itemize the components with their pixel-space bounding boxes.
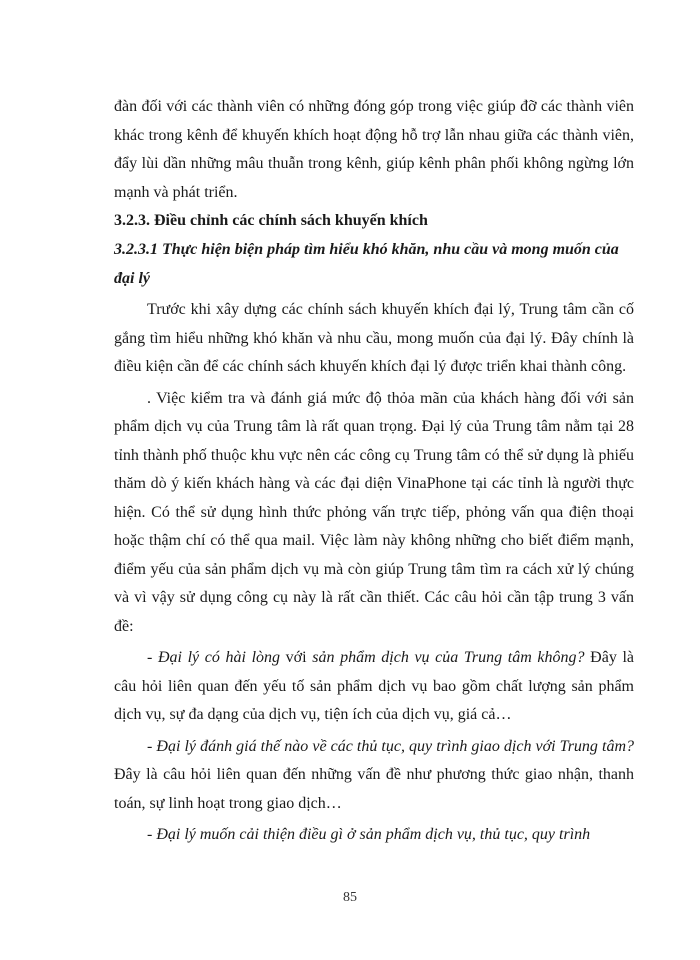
page-content — [114, 93, 634, 850]
question-1 — [114, 644, 634, 730]
question-3-text: - Đại lý muốn cải thiện điều gì ở sản phẩm dịch vụ, thủ tục, quy trình — [147, 826, 591, 843]
question-1-text-a: - Đại lý có hài lòng — [147, 649, 286, 666]
question-1-text-c: sản phẩm dịch vụ của Trung tâm không? — [312, 649, 585, 666]
question-3 — [114, 821, 634, 850]
question-2-text: - Đại lý đánh giá thế nào về các thủ tục, quy trình giao dịch với Trung tâm? — [147, 737, 634, 755]
paragraph-1: Trước khi xây dựng các chính sách khuyến khích đại lý, Trung tâm cần cố gắng tìm hiểu những khó khăn và nhu cầu, mong muốn của đại lý. Đây chính là điều kiện cần để các chính sách khuyến khích đại lý được triển khai thành công. — [114, 301, 634, 375]
section-heading: 3.2.3. Điều chỉnh các chính sách khuyến khích — [114, 212, 428, 229]
question-1-answer: Đây là câu hỏi liên quan đến yếu tố sản phẩm dịch vụ bao gồm chất lượng sản phẩm dịch vụ, sự đa dạng của dịch vụ, tiện ích của dịch vụ, giá cả… — [114, 649, 635, 723]
subsection-heading: 3.2.3.1 Thực hiện biện pháp tìm hiểu khó khăn, nhu cầu và mong muốn của đại lý — [114, 241, 619, 287]
question-1-text-b: với — [285, 649, 313, 666]
question-2 — [114, 733, 634, 819]
paragraph-2: . Việc kiểm tra và đánh giá mức độ thỏa mãn của khách hàng đối với sản phẩm dịch vụ của Trung tâm là rất quan trọng. Đại lý của Trung tâm nằm tại 28 tỉnh thành phố thuộc khu vực nên các công cụ Trung tâm có thể sử dụng là phiếu thăm dò ý kiến khách hàng và các đại diện VinaPhone tại các tỉnh là người thực hiện. Có thể sử dụng hình thức phỏng vấn trực tiếp, phỏng vấn qua điện thoại hoặc thậm chí có thể qua mail. Việc làm này không những cho biết điểm mạnh, điểm yếu của sản phẩm dịch vụ mà còn giúp Trung tâm tìm ra cách xử lý chúng và vì vậy sử dụng công cụ này là rất cần thiết. Các câu hỏi cần tập trung 3 vấn đề: — [114, 389, 634, 635]
intro-paragraph: đàn đối với các thành viên có những đóng góp trong việc giúp đỡ các thành viên khác trong kênh để khuyến khích hoạt động hỗ trợ lẫn nhau giữa các thành viên, đẩy lùi dần những mâu thuẫn trong kênh, giúp kênh phân phối không ngừng lớn mạnh và phát triển. — [114, 98, 634, 201]
page-number: 85 — [343, 890, 357, 905]
question-2-answer: Đây là câu hỏi liên quan đến những vấn đề như phương thức giao nhận, thanh toán, sự linh hoạt trong giao dịch… — [114, 766, 634, 812]
